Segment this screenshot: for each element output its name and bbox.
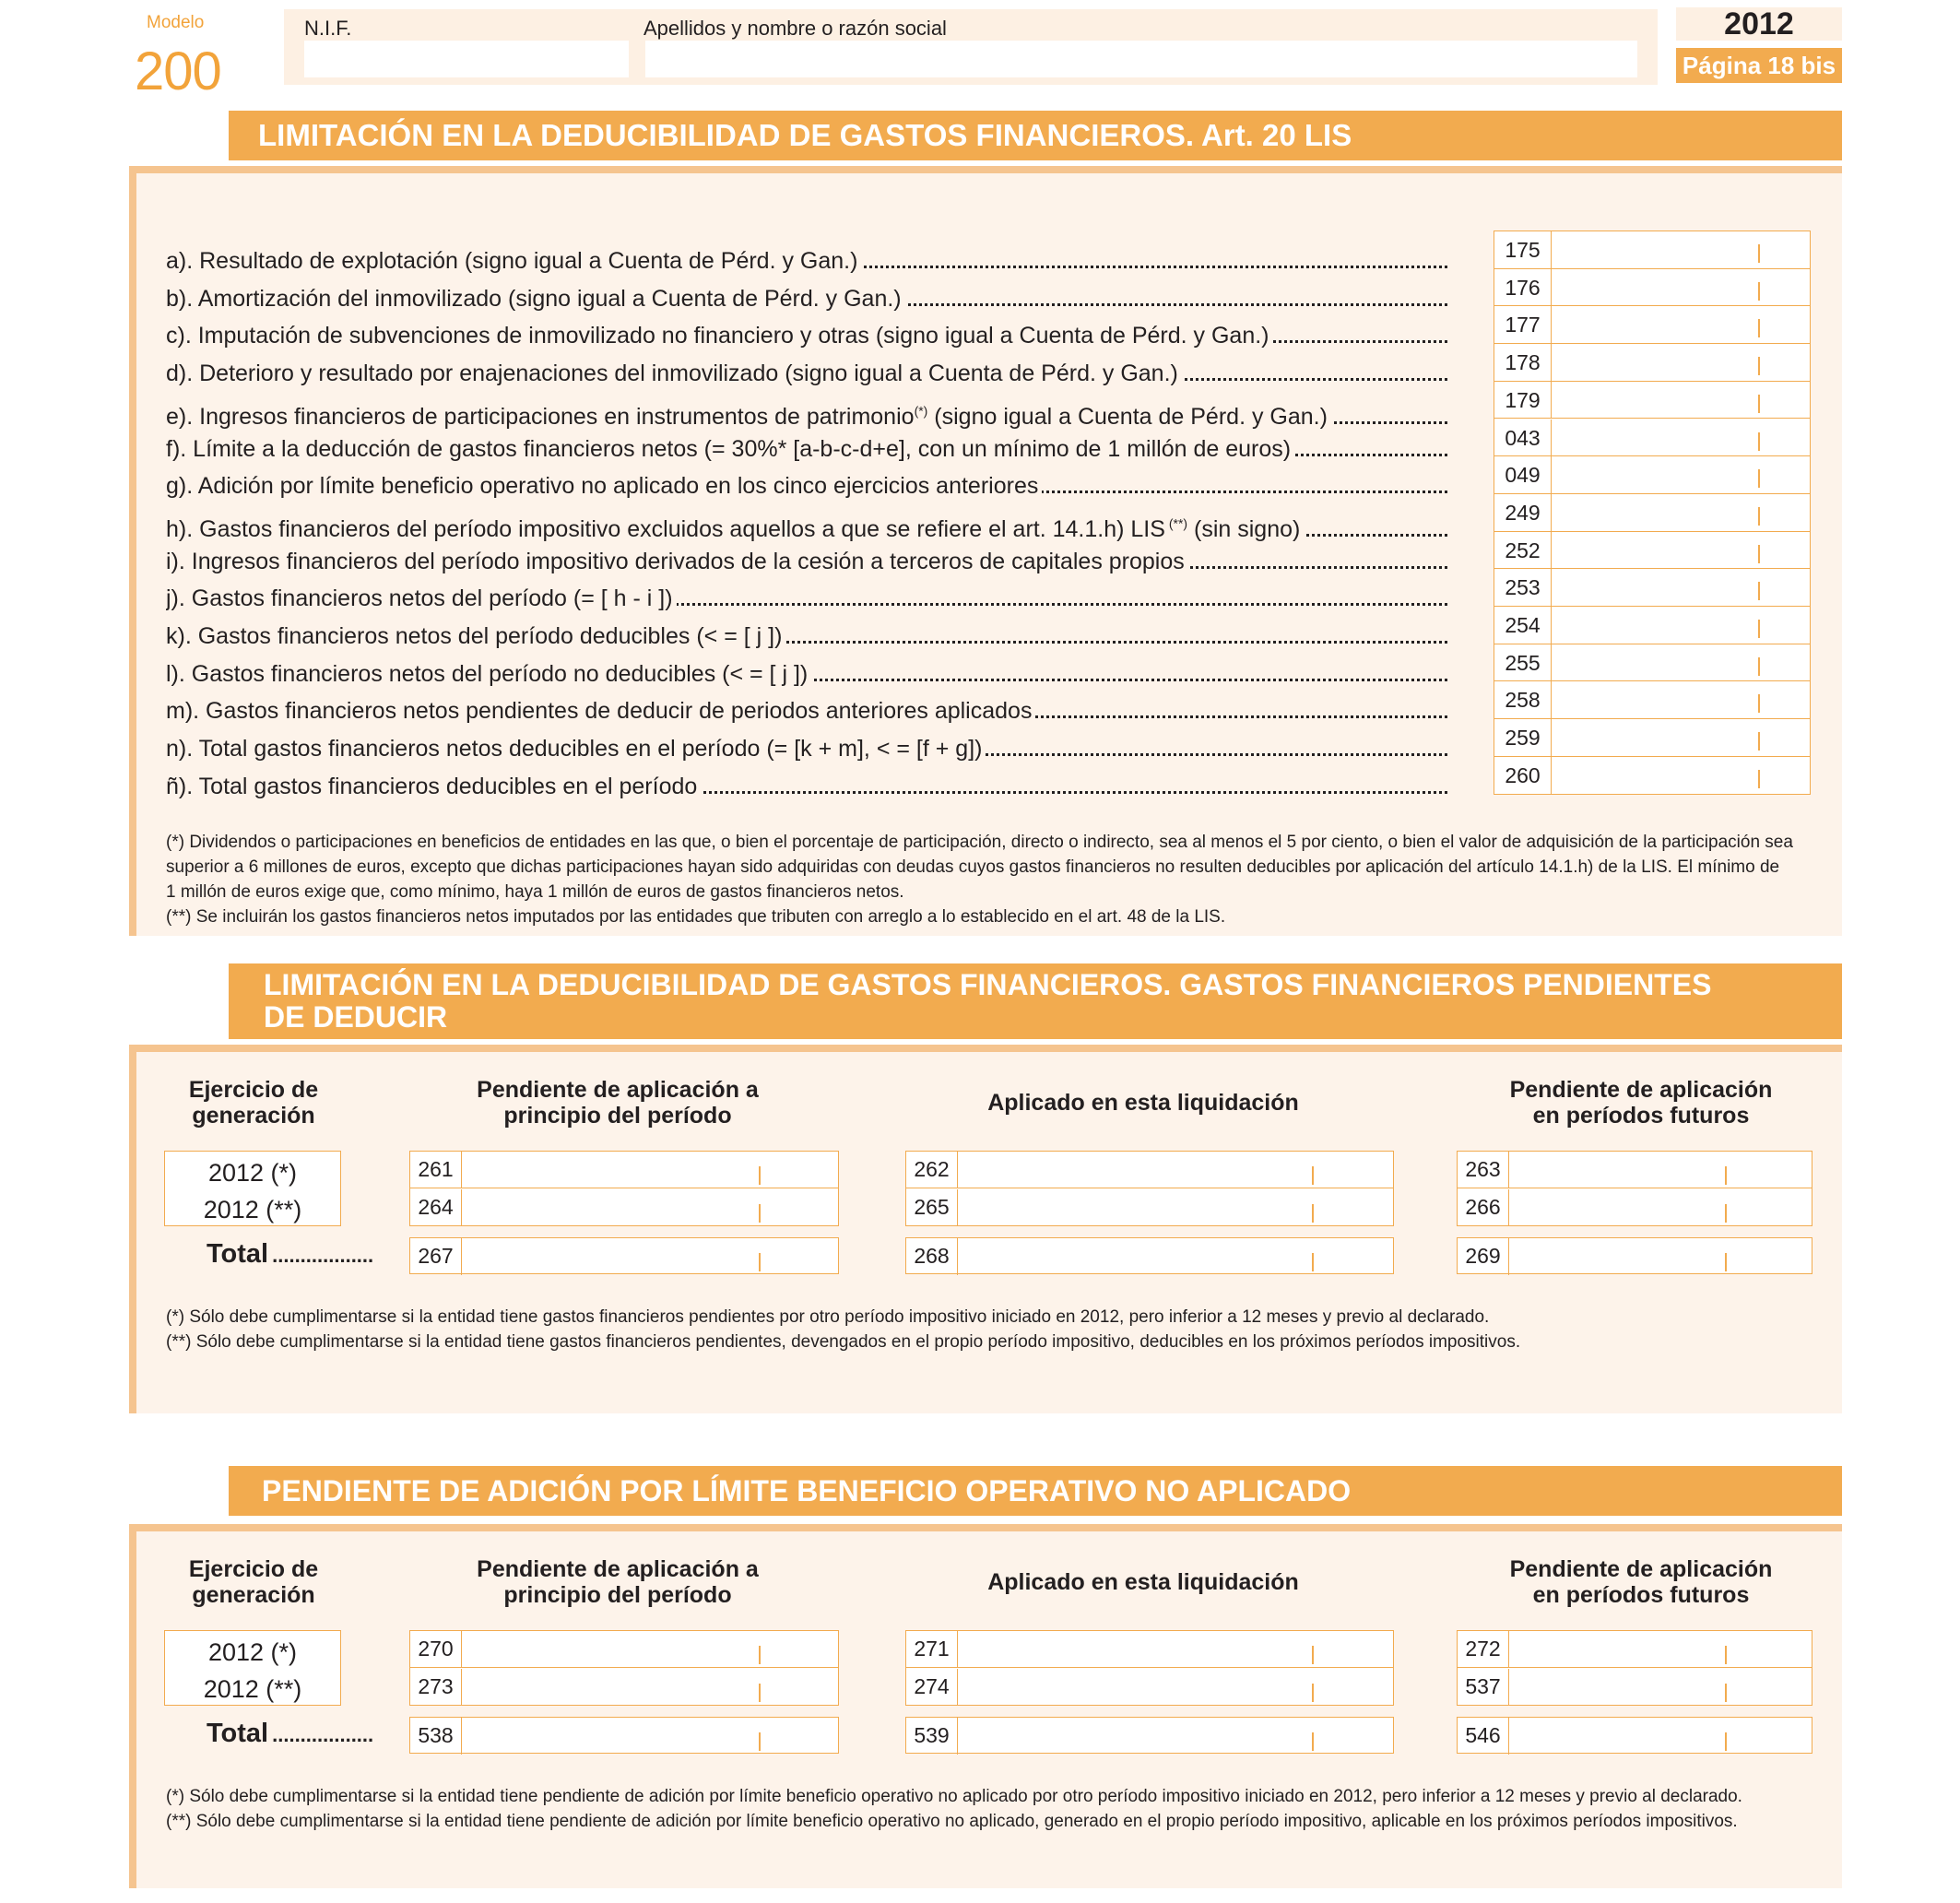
decimal-separator-mark [1758,732,1760,751]
row-label-text [166,404,1331,430]
amount-field-271[interactable] [906,1631,1393,1668]
section1-row-label [166,285,1447,313]
field-code: 252 [1494,532,1552,569]
field-code: 259 [1494,719,1552,756]
field-code: 261 [410,1152,462,1188]
row-text-continued: (sin signo) [1187,516,1301,543]
field-code: 049 [1494,456,1552,493]
amount-field-259[interactable] [1494,719,1810,757]
decimal-separator-mark [1725,1166,1727,1185]
total-label-group [207,1239,373,1270]
row-text: l). Gastos financieros netos del período no deducibles (< = [ j ]) [166,660,809,687]
column-header-line: principio del período [503,1103,732,1129]
decimal-separator-mark [1758,582,1760,600]
total-field-row [410,1718,838,1755]
total-field-row [906,1718,1393,1755]
note-line: (*) Sólo debe cumplimentarse si la entidad tiene pendiente de adición por límite beneficio operativo no aplicado por otro período impositivo iniciado en 2012, pero inferior a 12 meses y previo al declarado. [166,1787,1742,1806]
column-header-line: generación [192,1103,315,1129]
column-header-0 [148,1077,360,1129]
note-line: 1 millón de euros exige que, como mínimo, haya 1 millón de euros de gastos financieros netos. [166,882,904,902]
field-code: 043 [1494,420,1552,456]
row-text: d). Deterioro y resultado por enajenaciones del inmovilizado (signo igual a Cuenta de Pérd. y Gan.) [166,361,1178,387]
decimal-separator-mark [759,1166,761,1185]
section1-row-label [166,622,1447,650]
amount-field-258[interactable] [1494,681,1810,719]
generation-year-box [164,1151,341,1226]
section1-row-label [166,773,1447,800]
nif-field[interactable] [304,41,629,77]
amount-field-179[interactable] [1494,382,1810,420]
row-label-text [166,436,1294,462]
field-group-col1 [905,1630,1394,1706]
row-text: m). Gastos financieros netos pendientes de deducir de periodos anteriores aplicados [166,698,1033,725]
field-group-col2 [1457,1630,1812,1706]
amount-field-175[interactable] [1494,231,1810,269]
section2-title [229,963,1842,1039]
section1-row-label [166,510,1447,543]
total-field-row [906,1238,1393,1275]
amount-field-270[interactable] [410,1631,838,1668]
column-header-line: Aplicado en esta liquidación [987,1569,1299,1595]
column-header-line: Pendiente de aplicación [1509,1077,1773,1103]
section1-row-label [166,697,1447,725]
field-code: 266 [1458,1189,1509,1226]
row-text: j). Gastos financieros netos del período (= [ h - i ]) [166,585,673,612]
decimal-separator-mark [1758,357,1760,375]
field-code: 537 [1458,1669,1509,1706]
amount-field-249[interactable] [1494,494,1810,532]
field-group-col0 [409,1151,839,1226]
field-code: 260 [1494,757,1552,795]
total-field-row [410,1238,838,1275]
decimal-separator-mark [1758,469,1760,488]
note-line: (*) Sólo debe cumplimentarse si la entidad tiene gastos financieros pendientes por otro período impositivo iniciado en 2012, pero inferior a 12 meses y previo al declarado. [166,1307,1490,1327]
field-code: 270 [410,1631,462,1667]
note-line: superior a 6 millones de euros, excepto que dichas participaciones hayan sido adquiridas con deudas cuyos gastos financieros no resulten deducibles por aplicación del artículo 14.1.h) de la LIS. El mínimo de [166,857,1780,877]
row-text: b). Amortización del inmovilizado (signo igual a Cuenta de Pérd. y Gan.) [166,285,902,312]
decimal-separator-mark [1758,770,1760,788]
field-code: 176 [1494,269,1552,306]
row-label-text [166,698,1035,724]
total-field-267[interactable] [409,1237,839,1274]
decimal-separator-mark [1758,244,1760,263]
year-cell: 2012 (*) [207,1638,298,1666]
column-header-line: principio del período [503,1582,732,1608]
decimal-separator-mark [1725,1684,1727,1702]
section1-row-label [166,435,1447,463]
field-code: 178 [1494,344,1552,381]
decimal-separator-mark [1758,319,1760,337]
total-field-539[interactable] [905,1717,1394,1754]
amount-field-262[interactable] [906,1152,1393,1188]
row-text-continued: (signo igual a Cuenta de Pérd. y Gan.) [927,404,1328,431]
column-header-line: Pendiente de aplicación a [477,1556,759,1582]
field-code: 546 [1458,1718,1509,1755]
amount-field-263[interactable] [1458,1152,1812,1188]
decimal-separator-mark [1725,1732,1727,1751]
field-code: 175 [1494,231,1552,268]
section1-row-label [166,472,1447,500]
total-field-row [1458,1238,1812,1275]
decimal-separator-mark [759,1732,761,1751]
column-header-line: Ejercicio de [188,1077,319,1103]
column-header-3 [1457,1077,1825,1129]
total-field-546[interactable] [1457,1717,1812,1754]
field-code: 262 [906,1152,958,1188]
field-code: 268 [906,1238,958,1275]
decimal-separator-mark [759,1684,761,1702]
total-leader-dots: .................. [272,1244,374,1267]
generation-year-box [164,1630,341,1706]
row-text: c). Imputación de subvenciones de inmovilizado no financiero y otras (signo igual a Cuenta de Pérd. y Gan.) [166,323,1269,349]
row-text: g). Adición por límite beneficio operativo no aplicado en los cinco ejercicios anteriores [166,473,1039,500]
form-year: 2012 [1676,7,1842,41]
section1-row-label [166,397,1447,431]
row-text: h). Gastos financieros del período impositivo excluidos aquellos a que se refiere el art. 14.1.h) LIS [166,516,1165,543]
field-code: 273 [410,1669,462,1706]
modelo-label: Modelo [147,13,205,32]
section1-title: LIMITACIÓN EN LA DEDUCIBILIDAD DE GASTOS FINANCIEROS. Art. 20 LIS [229,111,1842,160]
note-line: (**) Sólo debe cumplimentarse si la entidad tiene gastos financieros pendientes, devengados en el propio período impositivo, deducibles en los próximos períodos impositivos. [166,1332,1521,1352]
decimal-separator-mark [1312,1204,1314,1223]
note-line: (**) Se incluirán los gastos financieros netos imputados por las entidades que tributen con arreglo a lo establecido en el art. 48 de la LIS. [166,907,1226,927]
column-header-line: en períodos futuros [1532,1103,1750,1129]
field-code: 269 [1458,1238,1509,1275]
decimal-separator-mark [1725,1253,1727,1271]
field-code: 255 [1494,644,1552,681]
field-code: 274 [906,1669,958,1706]
field-group-col2 [1457,1151,1812,1226]
total-label: Total [207,1719,269,1748]
field-code: 272 [1458,1631,1509,1667]
section1-row-label [166,735,1447,762]
column-header-line: Pendiente de aplicación [1509,1556,1773,1582]
row-label-text [166,516,1304,542]
section1-row-label [166,322,1447,349]
column-header-line: Aplicado en esta liquidación [987,1090,1299,1116]
field-code: 271 [906,1631,958,1667]
field-code: 249 [1494,494,1552,531]
row-label-text [166,585,677,611]
decimal-separator-mark [1758,545,1760,563]
row-text: a). Resultado de explotación (signo igual a Cuenta de Pérd. y Gan.) [166,248,858,274]
section1-row-label [166,585,1447,612]
row-label-text [166,774,701,799]
section1-row-label [166,360,1447,387]
amount-field-254[interactable] [1494,607,1810,644]
row-text: e). Ingresos financieros de participaciones en instrumentos de patrimonio [166,404,915,431]
total-field-269[interactable] [1457,1237,1812,1274]
column-header-2 [903,1569,1383,1595]
total-label-group [207,1719,373,1749]
field-code: 179 [1494,382,1552,419]
field-code: 267 [410,1238,462,1275]
row-text: k). Gastos financieros netos del período deducibles (< = [ j ]) [166,623,783,649]
decimal-separator-mark [1725,1646,1727,1664]
amount-field-049[interactable] [1494,456,1810,494]
row-label-text [166,473,1042,499]
note-line: (*) Dividendos o participaciones en beneficios de entidades en las que, o bien el porcentaje de participación, directo o indirecto, sea al menos el 5 por ciento, o bien el valor de adquisición de la participación sea [166,833,1793,852]
decimal-separator-mark [1312,1684,1314,1702]
section2-notes [166,1305,1816,1354]
column-header-3 [1457,1556,1825,1608]
column-header-0 [148,1556,360,1608]
field-code: 253 [1494,569,1552,606]
year-cell: 2012 (**) [203,1675,302,1703]
amount-field-273[interactable] [410,1669,838,1706]
section2-title-line2: DE DEDUCIR [264,1000,448,1034]
page-number: Página 18 bis [1676,48,1842,83]
section1-notes [166,830,1816,929]
decimal-separator-mark [759,1253,761,1271]
column-header-line: generación [192,1582,315,1608]
decimal-separator-mark [1758,507,1760,526]
column-header-1 [406,1077,830,1129]
column-header-2 [903,1090,1383,1116]
section1-row-label [166,548,1447,575]
name-field[interactable] [645,41,1637,77]
decimal-separator-mark [1758,620,1760,638]
decimal-separator-mark [1758,657,1760,676]
section1-code-column [1494,230,1811,795]
section1-row-label [166,247,1447,275]
row-text: f). Límite a la deducción de gastos financieros netos (= 30%* [a-b-c-d+e], con un mínimo de 1 millón de euros) [166,435,1292,462]
total-field-row [1458,1718,1812,1755]
decimal-separator-mark [1725,1204,1727,1223]
decimal-separator-mark [1312,1646,1314,1664]
row-label-text [166,286,905,312]
decimal-separator-mark [1312,1166,1314,1185]
year-cell: 2012 (**) [203,1196,302,1223]
decimal-separator-mark [1758,432,1760,451]
taxpayer-id-band [284,9,1658,85]
amount-field-176[interactable] [1494,269,1810,307]
column-header-line: en períodos futuros [1532,1582,1750,1608]
amount-field-260[interactable] [1494,757,1810,795]
row-label-text [166,361,1182,386]
field-code: 263 [1458,1152,1509,1188]
decimal-separator-mark [1758,694,1760,713]
field-code: 254 [1494,607,1552,644]
row-text: i). Ingresos financieros del período impositivo derivados de la cesión a terceros de capitales propios [166,548,1185,574]
row-footnote-mark: (**) [1164,515,1188,531]
decimal-separator-mark [1758,395,1760,413]
row-label-text [166,623,785,649]
column-header-line: Ejercicio de [188,1556,319,1582]
row-footnote-mark: (*) [914,403,928,419]
amount-field-255[interactable] [1494,644,1810,682]
name-label: Apellidos y nombre o razón social [643,17,947,40]
decimal-separator-mark [759,1646,761,1664]
section3-notes [166,1784,1816,1834]
field-group-col1 [905,1151,1394,1226]
row-label-text [166,248,861,274]
amount-field-177[interactable] [1494,306,1810,344]
field-code: 538 [410,1718,462,1755]
decimal-separator-mark [1758,282,1760,301]
amount-field-537[interactable] [1458,1669,1812,1706]
row-label-text [166,549,1188,574]
amount-field-178[interactable] [1494,344,1810,382]
modelo-number: 200 [135,41,221,101]
column-header-line: Pendiente de aplicación a [477,1077,759,1103]
total-label: Total [207,1239,269,1269]
amount-field-253[interactable] [1494,569,1810,607]
section1-row-label [166,660,1447,688]
nif-label: N.I.F. [304,17,352,40]
decimal-separator-mark [1312,1732,1314,1751]
amount-field-261[interactable] [410,1152,838,1188]
row-label-text [166,661,811,687]
row-label-text [166,323,1273,349]
row-label-text [166,736,986,762]
field-code: 264 [410,1189,462,1226]
row-text: ñ). Total gastos financieros deducibles en el período [166,773,698,799]
field-code: 539 [906,1718,958,1755]
amount-field-266[interactable] [1458,1189,1812,1226]
amount-field-265[interactable] [906,1189,1393,1226]
total-leader-dots: .................. [272,1723,374,1746]
field-code: 177 [1494,306,1552,343]
row-text: n). Total gastos financieros netos deducibles en el período (= [k + m], < = [f + g]) [166,736,983,762]
field-code: 258 [1494,681,1552,718]
total-field-538[interactable] [409,1717,839,1754]
amount-field-252[interactable] [1494,532,1810,570]
column-header-1 [406,1556,830,1608]
year-cell: 2012 (*) [207,1159,298,1187]
field-group-col0 [409,1630,839,1706]
section2-title-line1: LIMITACIÓN EN LA DEDUCIBILIDAD DE GASTOS FINANCIEROS. GASTOS FINANCIEROS PENDIENTES [264,968,1712,1001]
decimal-separator-mark [1312,1253,1314,1271]
total-field-268[interactable] [905,1237,1394,1274]
amount-field-043[interactable] [1494,420,1810,457]
section3-title: PENDIENTE DE ADICIÓN POR LÍMITE BENEFICIO OPERATIVO NO APLICADO [229,1466,1842,1516]
field-code: 265 [906,1189,958,1226]
amount-field-272[interactable] [1458,1631,1812,1668]
decimal-separator-mark [759,1204,761,1223]
note-line: (**) Sólo debe cumplimentarse si la entidad tiene pendiente de adición por límite beneficio operativo no aplicado, generado en el propio período impositivo, aplicable en los próximos períodos impositivos. [166,1812,1738,1831]
amount-field-274[interactable] [906,1669,1393,1706]
amount-field-264[interactable] [410,1189,838,1226]
